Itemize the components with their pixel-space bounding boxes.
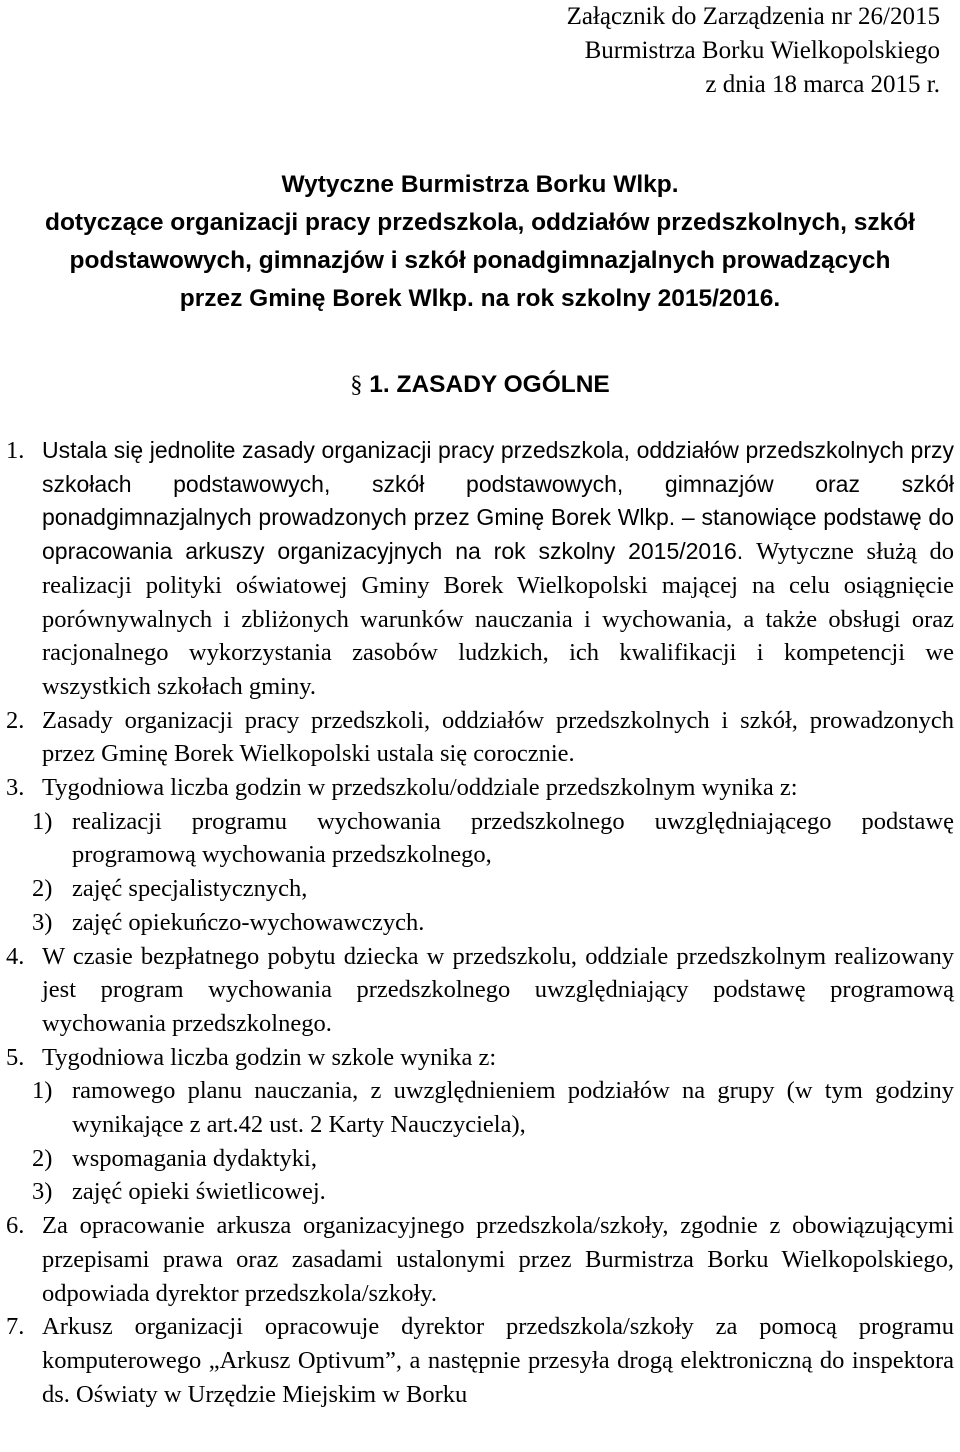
- sub-item-text: ramowego planu nauczania, z uwzględnieniem podziałów na grupy (w tym godziny wynikające z art.42 ust. 2 Karty Nauczyciela),: [72, 1077, 954, 1139]
- sub-item-number: 2): [32, 1144, 53, 1172]
- item-text: Tygodniowa liczba godzin w szkole wynika z:: [42, 1043, 497, 1071]
- item-text: Tygodniowa liczba godzin w przedszkolu/oddziale przedszkolnym wynika z:: [42, 774, 798, 802]
- item-number: 2.: [6, 706, 25, 734]
- item-number: 5.: [6, 1043, 25, 1071]
- sub-item-text: zajęć opieki świetlicowej.: [72, 1178, 326, 1206]
- header-line: Burmistrza Borku Wielkopolskiego: [584, 37, 940, 64]
- sub-item-text: wspomagania dydaktyki,: [72, 1144, 317, 1172]
- sub-item-number: 1): [32, 807, 53, 835]
- document-body: [6, 434, 954, 1411]
- sub-item-text: zajęć specjalistycznych,: [72, 875, 308, 903]
- item-number: 7.: [6, 1313, 25, 1341]
- item-text: Wytyczne służą do realizacji polityki oświatowej Gminy Borek Wielkopolski mającej na celu osiągnięcie porównywalnych i zbliżonych warunków nauczania i wychowania, a także obsługi oraz racjonalnego wykorzystania zasobów ludzkich, ich kwalifikacji i kompetencji we wszystkich szkołach gminy.: [42, 538, 954, 700]
- header-line: Załącznik do Zarządzenia nr 26/2015: [566, 3, 940, 30]
- attachment-header: [567, 0, 940, 102]
- sub-item: [6, 906, 954, 940]
- list-item: [6, 434, 954, 704]
- sub-item: [6, 805, 954, 872]
- sub-item: [6, 1074, 954, 1141]
- sub-item: [6, 1175, 954, 1209]
- sub-item-number: 2): [32, 875, 53, 903]
- list-item: [6, 704, 954, 771]
- paragraph-symbol: §: [350, 371, 363, 398]
- title-line: Wytyczne Burmistrza Borku Wlkp.: [281, 171, 679, 198]
- list-item: [6, 940, 954, 1041]
- sub-item-number: 3): [32, 908, 53, 936]
- sub-item: [6, 872, 954, 906]
- sub-item-number: 3): [32, 1178, 53, 1206]
- item-text: Arkusz organizacji opracowuje dyrektor przedszkola/szkoły za pomocą programu komputerowego „Arkusz Optivum”, a następnie przesyła drogą elektroniczną do inspektora ds. Oświaty w Urzędzie Miejskim w Borku: [42, 1313, 954, 1408]
- item-number: 1.: [6, 437, 25, 464]
- sub-item-number: 1): [32, 1077, 53, 1105]
- sub-item: [6, 1142, 954, 1176]
- section-title: 1. ZASADY OGÓLNE: [369, 371, 610, 398]
- item-text: Zasady organizacji pracy przedszkoli, oddziałów przedszkolnych i szkół, prowadzonych przez Gminę Borek Wielkopolski ustala się corocznie.: [42, 706, 954, 768]
- item-text: Ustala się jednolite zasady organizacji pracy przedszkola, oddziałów przedszkolnych przy szkołach podstawowych, szkół podstawowych, gimnazjów oraz szkół ponadgimnazjalnych prowadzonych przez Gminę Borek Wlkp. – stanowiące podstawę do opracowania arkuszy organizacyjnych na rok szkolny 2015/2016.: [42, 437, 954, 565]
- item-number: 3.: [6, 774, 25, 802]
- list-item: [6, 1041, 954, 1075]
- title-line: podstawowych, gimnazjów i szkół ponadgimnazjalnych prowadzących: [69, 247, 891, 274]
- section-heading: [0, 366, 960, 404]
- title-line: przez Gminę Borek Wlkp. na rok szkolny 2015/2016.: [179, 285, 781, 312]
- header-line: z dnia 18 marca 2015 r.: [705, 71, 940, 98]
- item-number: 4.: [6, 942, 25, 970]
- title-line: dotyczące organizacji pracy przedszkola, oddziałów przedszkolnych, szkół: [44, 209, 915, 236]
- item-text: W czasie bezpłatnego pobytu dziecka w przedszkolu, oddziale przedszkolnym realizowany jest program wychowania przedszkolnego uwzględniający podstawę programową wychowania przedszkolnego.: [42, 942, 954, 1037]
- list-item: [6, 771, 954, 805]
- sub-item-text: zajęć opiekuńczo-wychowawczych.: [72, 908, 425, 936]
- list-item: [6, 1209, 954, 1310]
- sub-item-text: realizacji programu wychowania przedszkolnego uwzględniającego podstawę programową wychowania przedszkolnego,: [72, 807, 954, 869]
- item-text: Za opracowanie arkusza organizacyjnego przedszkola/szkoły, zgodnie z obowiązującymi przepisami prawa oraz zasadami ustalonymi przez Burmistrza Borku Wielkopolskiego, odpowiada dyrektor przedszkola/szkoły.: [42, 1212, 954, 1307]
- document-title: [0, 166, 960, 318]
- item-number: 6.: [6, 1212, 25, 1240]
- list-item: [6, 1310, 954, 1411]
